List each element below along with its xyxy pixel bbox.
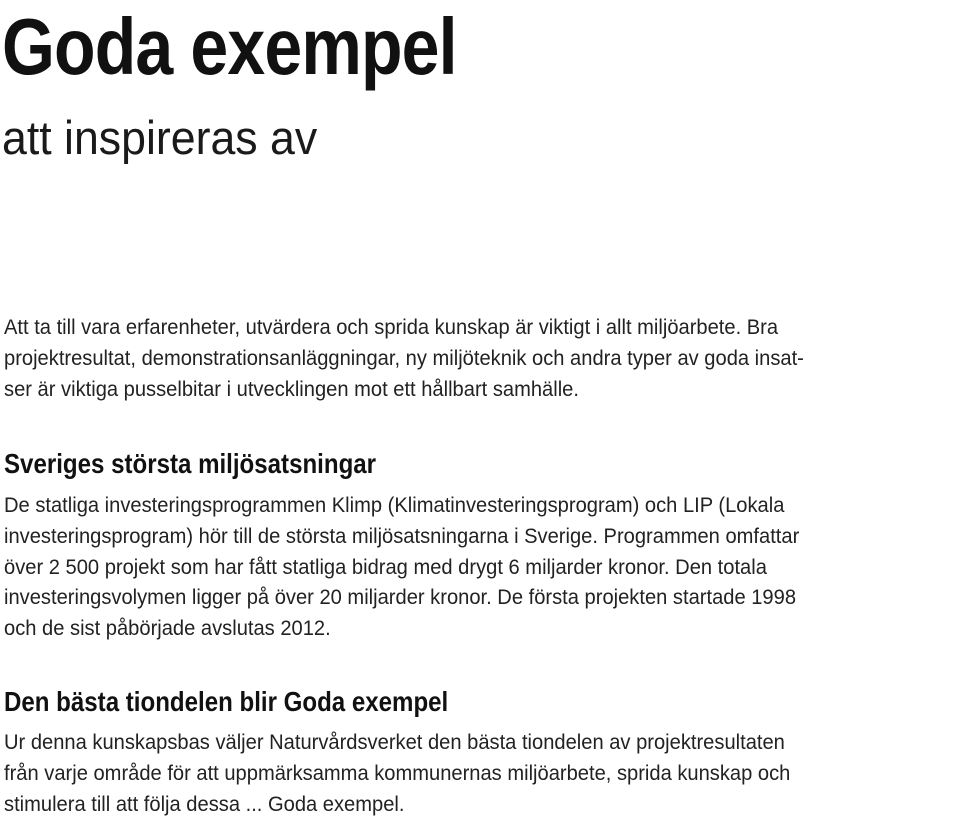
intro-line: projektresultat, demonstrationsanläggningar, ny miljöteknik och andra typer av goda insat- [4,345,804,370]
intro-line: Att ta till vara erfarenheter, utvärdera och sprida kunskap är viktigt i allt miljöarbete. Bra [4,315,779,339]
section-heading-miljosatsningar: Sveriges största miljösatsningar [4,448,377,479]
body-line: från varje område för att uppmärksamma kommunernas miljöarbete, sprida kunskap och [4,760,791,785]
page-subtitle: att inspireras av [2,111,318,164]
section-body-basta-tiondelen [4,727,958,819]
section-body-miljosatsningar [4,490,958,644]
body-line: över 2 500 projekt som har fått statliga bidrag med drygt 6 miljarder kronor. Den totala [4,554,767,579]
body-line: De statliga investeringsprogrammen Klimp (Klimatinvesteringsprogram) och LIP (Lokala [4,493,785,517]
section-heading-basta-tiondelen: Den bästa tiondelen blir Goda exempel [4,686,449,717]
body-line: Ur denna kunskapsbas väljer Naturvårdsverket den bästa tiondelen av projektresultaten [4,730,785,754]
body-line: stimulera till att följa dessa ... Goda exempel. [4,791,405,816]
body-line: och de sist påbörjade avslutas 2012. [4,616,331,641]
body-line: investeringsvolymen ligger på över 20 miljarder kronor. De första projekten startade 1998 [4,585,797,610]
intro-line: ser är viktiga pusselbitar i utvecklingen mot ett hållbart samhälle. [4,376,579,401]
body-line: investeringsprogram) hör till de största miljösatsningarna i Sverige. Programmen omfattar [4,523,800,548]
page-title: Goda exempel [2,2,457,91]
intro-paragraph [4,312,958,404]
